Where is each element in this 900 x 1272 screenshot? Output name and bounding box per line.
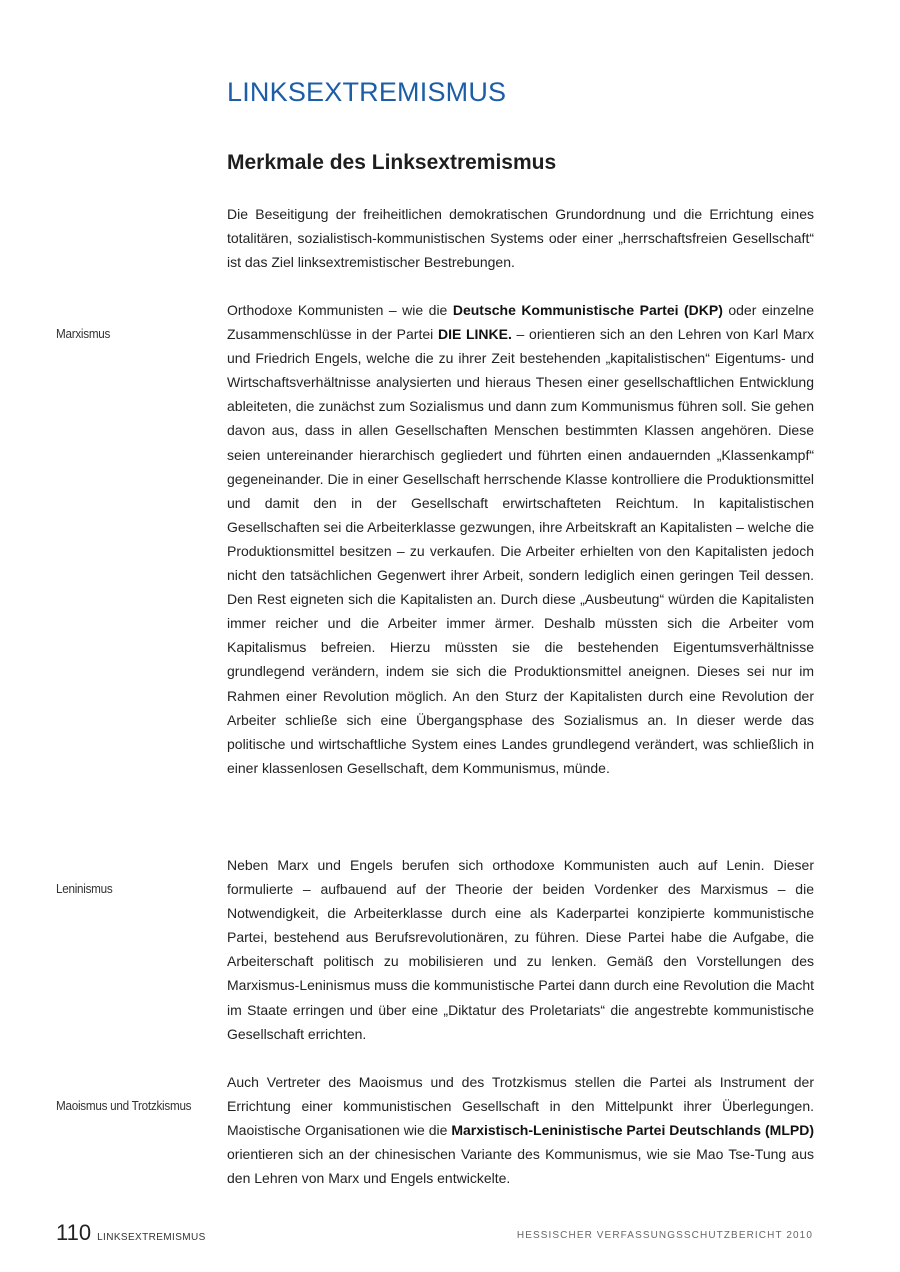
die-linke-party-name: DIE LINKE. bbox=[437, 326, 512, 343]
marxismus-text-3: – orientieren sich an den Lehren von Karl Marx und Friedrich Engels, welche die zu ihrer Zeit bestehenden „kapitalistischen“ Eigentums- und Wirtschaftsverhältnisse analysierten und hieraus Thesen einer gesellschaftlichen Entwicklung ableiteten, die zunächst zum Sozialismus und dann zum Kommunismus führen soll. Sie gehen davon aus, dass in allen Gesellschaften Menschen bestimmten Klassen angehören. Diese seien untereinander hierarchisch gegliedert und führten einen andauernden „Klassenkampf“ gegeneinander. Die in einer Gesellschaft herrschende Klasse kontrolliere die Produktionsmittel und damit den in der Gesellschaft erwirtschafteten Reichtum. In kapitalistischen Gesellschaften sei die Arbeiterklasse gezwungen, ihre Arbeitskraft an Kapitalisten – welche die Produktionsmittel besitzen – zu verkaufen. Die Arbeiter erhielten von den Kapitalisten jedoch nicht den tatsächlichen Gegenwert ihrer Arbeit, sondern lediglich einen geringen Teil dessen. Den Rest eigneten sich die Kapitalisten an. Durch diese „Ausbeutung“ würden die Kapitalisten immer reicher und die Arbeiter immer ärmer. Deshalb müssten sich die Arbeiter vom Kapitalismus befreien. Hierzu müssten sie die bestehenden Eigentumsverhältnisse grundlegend verändern, indem sie sich die Produktionsmittel aneignen. Dieses sei nur im Rahmen einer Revolution möglich. An den Sturz der Kapitalisten durch eine Revolution der Arbeiter schließe sich eine Übergangsphase des Sozialismus an. In dieser werde das politische und wirtschaftliche System eines Landes grundlegend verändert, was schließlich in einer klassenlosen Gesellschaft, dem Kommunismus, münde. bbox=[227, 326, 814, 776]
marxismus-text-1: Orthodoxe Kommunisten – wie die bbox=[227, 302, 453, 318]
dkp-party-name: Deutsche Kommunistische Partei (DKP) bbox=[452, 302, 723, 318]
leninismus-paragraph: Neben Marx und Engels berufen sich orthodoxe Kommunisten auch auf Lenin. Dieser formulierte – aufbauend auf der Theorie der beiden Vordenker des Marxismus – die Notwendigkeit, die Arbeiterklasse durch eine als Kaderpartei konzipierte kommunistische Partei, bestehend aus Berufsrevolutionären, zu führen. Diese Partei habe die Aufgabe, die Arbeiterschaft politisch zu mobilisieren und zu lenken. Gemäß den Vorstellungen des Marxismus-Leninismus muss die kommunistische Partei dann durch eine Revolution die Macht im Staate erringen und über eine „Diktatur des Proletariats“ die angestrebte kommunistische Gesellschaft errichten. bbox=[227, 857, 814, 1042]
page-number: 110 bbox=[56, 1220, 92, 1245]
marxismus-text-2: oder einzelne Zusammenschlüsse in der Partei bbox=[227, 302, 814, 343]
maoismus-text-1: Auch Vertreter des Maoismus und des Trotzkismus stellen die Partei als Instrument der Errichtung einer kommunistischen Gesellschaft in den Mittelpunkt ihrer Überlegungen. Maoistische Organisationen wie die bbox=[227, 1074, 814, 1139]
marxismus-paragraph bbox=[227, 298, 814, 780]
maoismus-text-2: orientieren sich an der chinesischen Variante des Kommunismus, wie sie Mao Tse-Tung aus den Lehren von Marx und Engels entwickelte. bbox=[227, 1146, 814, 1187]
chapter-title: LINKSEXTREMISMUS bbox=[227, 77, 507, 107]
page-footer-left bbox=[56, 1220, 206, 1246]
intro-paragraph: Die Beseitigung der freiheitlichen demokratischen Grundordnung und die Errichtung eines totalitären, sozialistisch-kommunistischen Systems oder einer „herrschaftsfreien Gesellschaft“ ist das Ziel linksextremistischer Bestrebungen. bbox=[227, 206, 814, 271]
maoismus-paragraph bbox=[227, 1070, 814, 1190]
margin-note-leninismus: Leninismus bbox=[56, 881, 113, 896]
mlpd-party-name: Marxistisch-Leninistische Partei Deutschlands (MLPD) bbox=[451, 1122, 815, 1139]
margin-note-maoismus: Maoismus und Trotzkismus bbox=[56, 1098, 192, 1113]
footer-chapter-label: LINKSEXTREMISMUS bbox=[97, 1232, 206, 1243]
footer-report-title: HESSISCHER VERFASSUNGSSCHUTZBERICHT 2010 bbox=[516, 1230, 813, 1241]
section-title: Merkmale des Linksextremismus bbox=[227, 151, 557, 174]
margin-note-marxismus: Marxismus bbox=[56, 326, 111, 341]
